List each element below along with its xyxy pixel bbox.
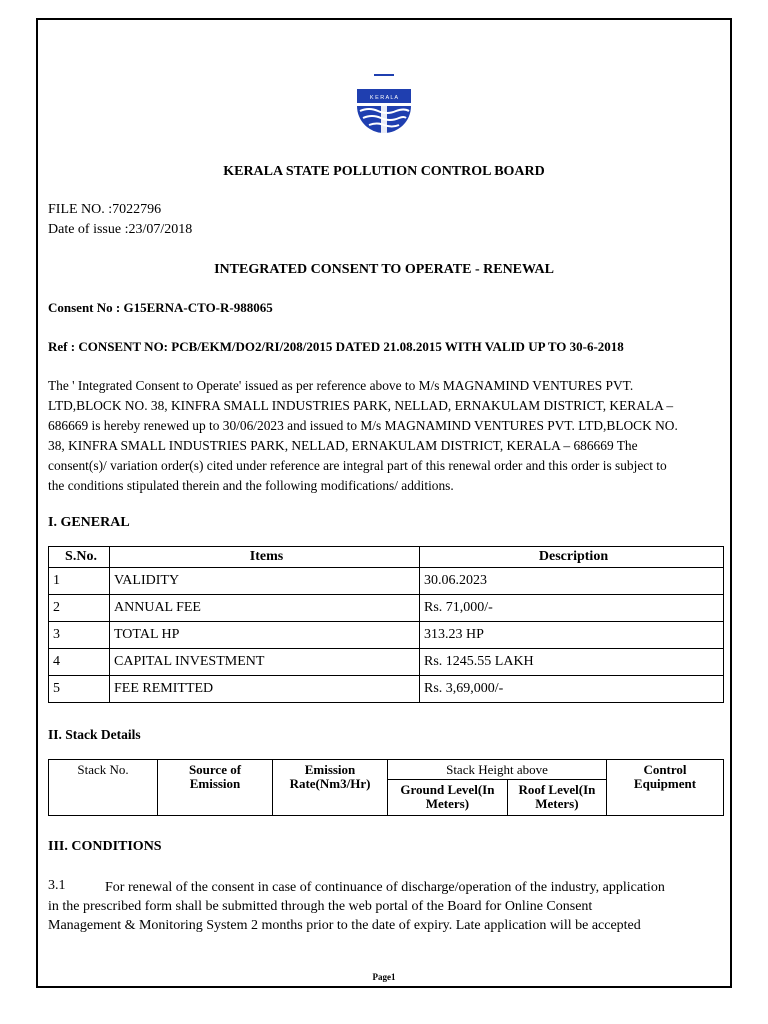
intro-paragraph	[48, 376, 724, 496]
cell-sno: 2	[49, 595, 110, 622]
conditions-heading: III. CONDITIONS	[48, 839, 162, 854]
kerala-pcb-logo-icon	[354, 74, 414, 160]
condition-line: in the prescribed form shall be submitted through the web portal of the Board for Online Consent	[48, 899, 593, 914]
intro-line: LTD,BLOCK NO. 38, KINFRA SMALL INDUSTRIES PARK, NELLAD, ERNAKULAM DISTRICT, KERALA –	[48, 398, 674, 413]
reference: Ref : CONSENT NO: PCB/EKM/DO2/RI/208/2015 DATED 21.08.2015 WITH VALID UP TO 30-6-2018	[48, 339, 624, 354]
cell-sno: 1	[49, 568, 110, 595]
rate-header: Emission Rate(Nm3/Hr)	[273, 760, 388, 816]
height-above-header: Stack Height above	[388, 760, 607, 780]
roof-level-header: Roof Level(In Meters)	[507, 780, 606, 816]
col-description-header: Description	[420, 547, 724, 568]
intro-line: 38, KINFRA SMALL INDUSTRIES PARK, NELLAD, ERNAKULAM DISTRICT, KERALA – 686669 The	[48, 438, 638, 453]
cell-sno: 5	[49, 676, 110, 703]
stack-table	[48, 759, 724, 816]
cell-description: Rs. 71,000/-	[420, 595, 724, 622]
cell-description: Rs. 3,69,000/-	[420, 676, 724, 703]
document-page	[36, 18, 732, 988]
board-name: KERALA STATE POLLUTION CONTROL BOARD	[223, 164, 545, 179]
consent-number: Consent No : G15ERNA-CTO-R-988065	[48, 300, 273, 315]
cell-item: ANNUAL FEE	[110, 595, 420, 622]
intro-line: consent(s)/ variation order(s) cited under reference are integral part of this renewal order and this order is subject to	[48, 458, 667, 473]
document-title: INTEGRATED CONSENT TO OPERATE - RENEWAL	[214, 262, 554, 277]
condition-line: Management & Monitoring System 2 months prior to the date of expiry. Late application will be accepted	[48, 918, 641, 933]
cell-description: 30.06.2023	[420, 568, 724, 595]
general-heading: I. GENERAL	[48, 515, 130, 530]
stack-heading: II. Stack Details	[48, 727, 141, 742]
date-of-issue: Date of issue :23/07/2018	[48, 222, 193, 237]
control-header: Control Equipment	[607, 760, 724, 816]
source-header: Source of Emission	[158, 760, 273, 816]
table-header-row	[49, 547, 724, 568]
cell-item: CAPITAL INVESTMENT	[110, 649, 420, 676]
table-row	[49, 649, 724, 676]
condition-line: For renewal of the consent in case of continuance of discharge/operation of the industry, application	[105, 880, 665, 895]
cell-description: Rs. 1245.55 LAKH	[420, 649, 724, 676]
table-row	[49, 676, 724, 703]
table-row	[49, 622, 724, 649]
condition-text	[48, 878, 724, 935]
cell-sno: 3	[49, 622, 110, 649]
cell-item: FEE REMITTED	[110, 676, 420, 703]
intro-line: The ' Integrated Consent to Operate' issued as per reference above to M/s MAGNAMIND VENTURES PVT.	[48, 378, 634, 393]
file-number: FILE NO. :7022796	[48, 202, 162, 217]
cell-item: VALIDITY	[110, 568, 420, 595]
col-sno-header: S.No.	[49, 547, 110, 568]
intro-line: 686669 is hereby renewed up to 30/06/2023 and issued to M/s MAGNAMIND VENTURES PVT. LTD,BLOCK NO.	[48, 418, 678, 433]
intro-line: the conditions stipulated therein and the following modifications/ additions.	[48, 478, 454, 493]
table-row	[49, 595, 724, 622]
cell-item: TOTAL HP	[110, 622, 420, 649]
ground-level-header: Ground Level(In Meters)	[388, 780, 508, 816]
general-table	[48, 546, 724, 703]
cell-description: 313.23 HP	[420, 622, 724, 649]
cell-sno: 4	[49, 649, 110, 676]
page-number: Page1	[372, 972, 396, 982]
stack-no-header: Stack No.	[49, 760, 158, 816]
col-items-header: Items	[110, 547, 420, 568]
condition-number: 3.1	[48, 878, 66, 893]
table-header-row	[49, 760, 724, 780]
table-row	[49, 568, 724, 595]
logo-text: K E R A L A	[369, 95, 399, 101]
